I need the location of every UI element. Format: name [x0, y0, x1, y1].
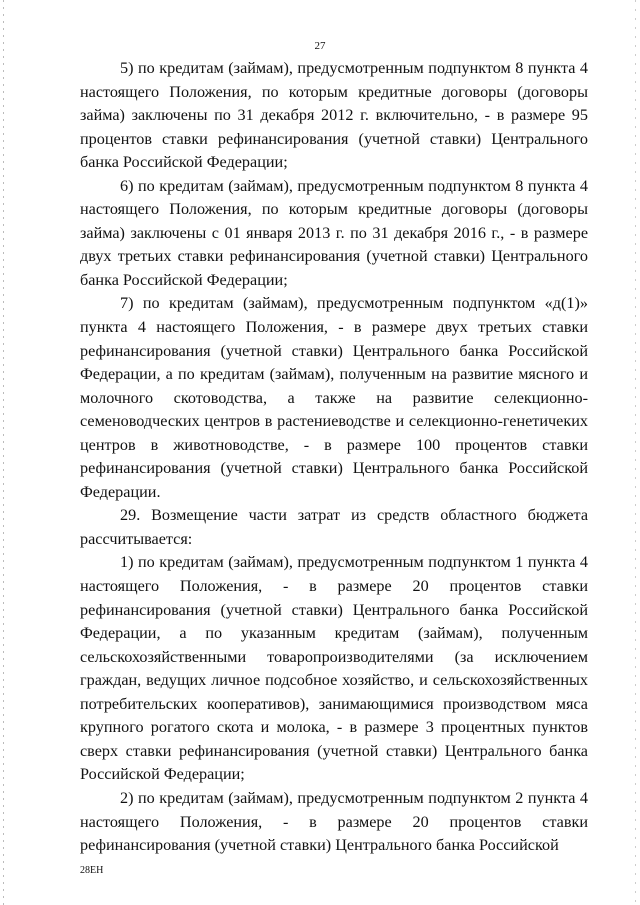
scan-edge-right [635, 0, 636, 905]
paragraph-29-1: 1) по кредитам (займам), предусмотренным подпунктом 1 пункта 4 настоящего Положения, - в размере 20 процентов ставки рефинансирования (учетной ставки) Центрального банка Российской Федерации, а по указанным кредитам (займам), полученным сельскохозяйственными товаропроизводителями (за исключением граждан, ведущих личное подсобное хозяйство, и сельскохозяйственных потребительских кооперативов), занимающимися производством мяса крупного рогатого скота и молока, - в размере 3 процентных пунктов сверх ставки рефинансирования (учетной ставки) Центрального банка Российской Федерации; [80, 553, 588, 784]
footer-code: 28ЕН [80, 865, 104, 876]
paragraph-7: 7) по кредитам (займам), предусмотренным подпунктом «д(1)» пункта 4 настоящего Положения, - в размере двух третьих ставки рефинансирования (учетной ставки) Центрального банка Российской Федерации, а по кредитам (займам), полученным на развитие мясного и молочного скотоводства, а также на развитие селекционно-семеноводческих центров в растениеводстве и селекционно-генетичеких центров в животноводстве, - в размере 100 процентов ставки рефинансирования (учетной ставки) Центрального банка Российской Федерации. [80, 294, 588, 501]
paragraph-29: 29. Возмещение части затрат из средств областного бюджета рассчитывается: [80, 506, 588, 548]
document-body [80, 57, 588, 858]
paragraph-29-2: 2) по кредитам (займам), предусмотренным подпунктом 2 пункта 4 настоящего Положения, - в размере 20 процентов ставки рефинансирования (учетной ставки) Центрального банка Российской [80, 788, 588, 855]
paragraph-6: 6) по кредитам (займам), предусмотренным подпунктом 8 пункта 4 настоящего Положения, по которым кредитные договоры (договоры займа) заключены с 01 января 2013 г. по 31 декабря 2016 г., - в размере двух третьих ставки рефинансирования (учетной ставки) Центрального банка Российской Федерации; [80, 176, 588, 289]
page-number: 27 [314, 40, 326, 52]
paragraph-5: 5) по кредитам (займам), предусмотренным подпунктом 8 пункта 4 настоящего Положения, по которым кредитные договоры (договоры займа) заключены по 31 декабря 2012 г. включительно, - в размере 95 процентов ставки рефинансирования (учетной ставки) Центрального банка Российской Федерации; [80, 59, 588, 172]
scan-edge-left [3, 0, 4, 905]
